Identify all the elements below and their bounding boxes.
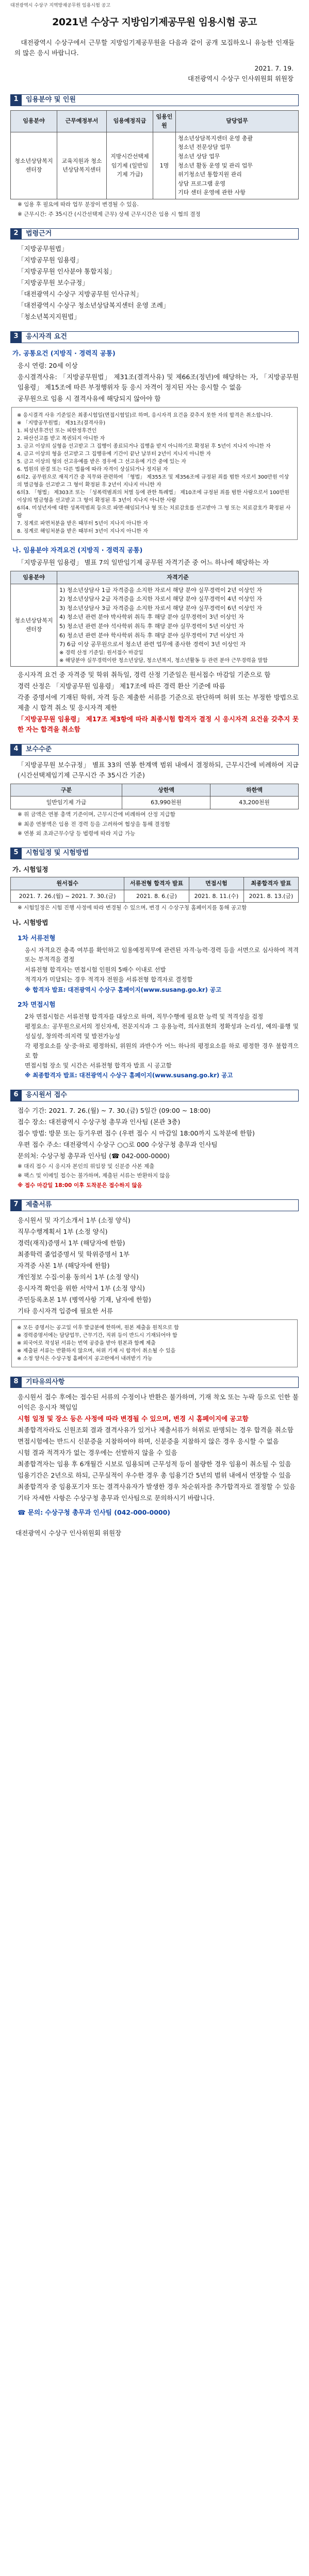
table-header: 근무예정부서 (57, 110, 107, 132)
duty-item: 청소년상담복지센터 운영 총괄 (178, 134, 253, 142)
table-header: 임용예정직급 (107, 110, 153, 132)
note-line: ※ 「지방공무원법」 제31조(결격사유) (17, 420, 106, 427)
table-row (11, 796, 299, 809)
document-title: 2021년 수상구 지방임기제공무원 임용시험 공고 (52, 16, 257, 28)
requirement-note: 각종 증명서에 기재된 학위, 자격 등은 제출한 서류를 기준으로 판단하며 허위 또는 부정한 방법으로 제출 시 합격 취소 및 응시자격 제한 (18, 693, 299, 711)
caution-item: 시험 결과 적격자가 없는 경우에는 선발하지 않을 수 있음 (18, 1449, 177, 1457)
document-item: 직무수행계획서 1부 (소정 양식) (18, 1227, 108, 1235)
document-item: 개인정보 수집·이용 동의서 1부 (소정 양식) (18, 1273, 139, 1281)
table-cell: 청소년상담복지센터장 (11, 584, 57, 666)
law-item: 「지방공무원 보수규정」 (18, 279, 89, 287)
section-title: 기타유의사항 (22, 1377, 299, 1388)
requirement-item: 응시 연령: 20세 이상 (18, 362, 78, 370)
note-text: ※ 위 금액은 연봉 총액 기준이며, 근무시간에 비례하여 산정 지급함 (18, 811, 175, 818)
schedule-table (10, 877, 299, 903)
document-item: 응시원서 및 자기소개서 1부 (소정 양식) (18, 1216, 131, 1224)
note-line: ※ 제출된 서류는 반환하지 않으며, 허위 기재 시 합격이 취소될 수 있음 (17, 1348, 176, 1354)
table-header-row (11, 110, 299, 132)
section-2-header (10, 228, 299, 240)
section-title: 응시자격 요건 (22, 331, 299, 343)
caution-item: 응시원서 접수 후에는 접수된 서류의 수정이나 반환은 불가하며, 기재 착오 또는 누락 등으로 인한 불이익은 응시자 책임임 (18, 1393, 299, 1412)
criteria-item: 6) 청소년 관련 분야 학사학위 취득 후 해당 분야 실무경력이 7년 이상인 자 (59, 632, 244, 639)
note-text: ※ 임용 후 필요에 따라 업무 분장이 변경될 수 있음. (18, 201, 139, 208)
table-header: 임용분야 (11, 571, 57, 584)
table-cell: 2021. 7. 26.(월) ~ 2021. 7. 30.(금) (11, 890, 124, 903)
section-number: 7 (10, 1199, 22, 1211)
law-item: 「지방공무원법」 (18, 245, 68, 253)
caution-item: 임용기간은 2년으로 하되, 근무실적이 우수한 경우 총 임용기간 5년의 범위 내에서 연장할 수 있음 (18, 1471, 291, 1480)
caution-item: 시험 일정 및 장소 등은 사정에 따라 변경될 수 있으며, 변경 시 홈페이지에 공고함 (18, 1415, 249, 1423)
subsection-title: 나. 시험방법 (12, 919, 48, 927)
law-item: 「대전광역시 수상구 청소년상담복지센터 운영 조례」 (18, 301, 170, 310)
document-item: 자격증 사본 1부 (해당자에 한함) (18, 1261, 110, 1269)
stage-item: 적격자가 미달되는 경우 적격자 전원을 서류전형 합격자로 결정함 (25, 976, 193, 984)
note-line: 1. 피성년후견인 또는 피한정후견인 (17, 428, 97, 434)
submission-item: 우편 접수 주소: 대전광역시 수상구 ○○로 000 수상구청 총무과 인사팀 (18, 1140, 218, 1148)
disqualification-box (11, 407, 298, 540)
note-line: 4. 금고 이상의 형을 선고받고 그 집행유예 기간이 끝난 날부터 2년이 지나지 아니한 자 (17, 451, 212, 457)
caution-item: 최종합격자 중 임용포기자 또는 결격사유자가 발생한 경우 차순위자를 추가합격자로 결정할 수 있음 (18, 1483, 296, 1491)
law-item: 「지방공무원 임용령」 (18, 256, 83, 264)
note-text: ※ 시험일정은 시험 진행 사정에 따라 변경될 수 있으며, 변경 시 수상구청 홈페이지를 통해 공고함 (18, 905, 247, 911)
subsection-title: 가. 공통요건 (지방직 · 경력직 공통) (12, 349, 116, 358)
section-4-header (10, 744, 299, 756)
section-title: 시험일정 및 시험방법 (22, 848, 299, 859)
table-cell: 2021. 8. 11.(수) (189, 890, 243, 903)
table-cell: 2021. 8. 13.(금) (243, 890, 298, 903)
document-item: 최종학력 졸업증명서 및 학위증명서 1부 (18, 1250, 130, 1258)
closing-org: 대전광역시 수상구 인사위원회 위원장 (15, 1529, 122, 1537)
requirement-item: 응시결격사유: 「지방공무원법」 제31조(결격사유) 및 제66조(정년)에 해당하는 자, 「지방공무원 임용령」 제15조에 따른 부정행위자 등 응시 자격이 정지된 자는 응시할 수 없음 (18, 373, 299, 392)
note-line: 3. 금고 이상의 실형을 선고받고 그 집행이 종료되거나 집행을 받지 아니하기로 확정된 후 5년이 지나지 아니한 자 (17, 444, 271, 450)
caution-item: 최종합격자라도 신원조회 결과 결격사유가 있거나 제출서류가 허위로 판명되는 경우 합격을 취소함 (18, 1426, 294, 1434)
intro-text: 대전광역시 수상구에서 근무할 지방임기제공무원을 다음과 같이 공개 모집하오니 유능한 인재들의 많은 응시 바랍니다. (14, 38, 295, 57)
section-title: 제출서류 (22, 1199, 299, 1211)
duty-item: 청소년 활동 운영 및 관리 업무 (178, 162, 253, 169)
section-7-header (10, 1199, 299, 1211)
table-cell: 지방시간선택제임기제 (일반임기제 가급) (107, 132, 153, 199)
table-header: 구분 (11, 784, 122, 796)
submission-item: 문의처: 수상구청 총무과 인사팀 (☎ 042-000-0000) (18, 1151, 170, 1160)
note-line: ※ 경력증명서에는 담당업무, 근무기간, 직위 등이 반드시 기재되어야 함 (17, 1332, 177, 1338)
section-title: 임용분야 및 인원 (22, 94, 299, 106)
note-line: 6의4. 미성년자에 대한 성폭력범죄 등으로 파면·해임되거나 형 또는 치료감호를 선고받아 그 형 또는 치료감호가 확정된 사람 (17, 505, 291, 519)
announce-org: 대전광역시 수상구 인사위원회 위원장 (187, 74, 294, 82)
subsection-title: 가. 시험일정 (12, 866, 48, 874)
duty-item: 상담 프로그램 운영 (178, 180, 226, 187)
table-cell: 1명 (153, 132, 176, 199)
table-header: 자격기준 (57, 571, 299, 584)
contact-line: ☎ 문의: 수상구청 총무과 인사팀 (042-000-0000) (18, 1509, 171, 1517)
section-number: 2 (10, 228, 22, 240)
section-1-header (10, 94, 299, 106)
section-number: 5 (10, 848, 22, 859)
table-header-row (11, 784, 299, 796)
announce-date: 2021. 7. 19. (254, 64, 294, 72)
section-3-header (10, 331, 299, 343)
note-line: 6. 법원의 판결 또는 다른 법률에 따라 자격이 상실되거나 정지된 자 (17, 467, 168, 473)
table-row (11, 890, 299, 903)
table-cell: 청소년상담복지센터장 (11, 132, 57, 199)
criteria-item: 2) 청소년상담사 2급 자격증을 소지한 자로서 해당 분야 실무경력이 4년 이상인 자 (59, 596, 263, 603)
section-number: 6 (10, 1090, 22, 1101)
note-text: ※ 접수 마감일 18:00 이후 도착분은 접수하지 않음 (18, 1182, 142, 1189)
stage-item: 서류전형 합격자는 면접시험 인원의 5배수 이내로 선발 (25, 965, 166, 973)
duty-item: 기타 센터 운영에 관한 사항 (178, 189, 246, 196)
criteria-note: ※ 경력 산정 기준일: 원서접수 마감일 (59, 650, 143, 656)
table-header: 하한액 (210, 784, 299, 796)
section-8-header (10, 1377, 299, 1388)
stage-note: ※ 최종합격자 발표: 대전광역시 수상구 홈페이지(www.susang.go.kr) 공고 (25, 1072, 233, 1079)
note-line: 7. 징계로 파면처분을 받은 때부터 5년이 지나지 아니한 자 (17, 521, 148, 527)
note-line: 6의3. 「형법」 제303조 또는 「성폭력범죄의 처벌 등에 관한 특례법」 제10조에 규정된 죄를 범한 사람으로서 100만원 이상의 벌금형을 선고받고 그 형이 확정된 후 3년이 지나지 아니한 사람 (17, 490, 290, 504)
note-line: ※ 모든 증명서는 공고일 이후 발급분에 한하며, 원본 제출을 원칙으로 함 (17, 1325, 179, 1331)
criteria-item: 4) 청소년 관련 분야 박사학위 취득 후 해당 분야 실무경력이 3년 이상인 자 (59, 614, 244, 621)
table-header: 임용분야 (11, 110, 57, 132)
note-text: ※ 최종 연봉액은 임용 전 경력 등을 고려하여 협상을 통해 결정함 (18, 821, 170, 827)
stage-item: 평정요소: 공무원으로서의 정신자세, 전문지식과 그 응용능력, 의사표현의 정확성과 논리성, 예의·품행 및 성실성, 창의력·의지력 및 발전가능성 (25, 1023, 299, 1040)
table-header: 담당업무 (176, 110, 299, 132)
document-notes-box (11, 1319, 298, 1367)
requirement-note: 경력 산정은 「지방공무원 임용령」 제17조에 따른 경력 환산 기준에 따름 (18, 682, 225, 690)
duty-item: 청소년 전문상담 업무 (178, 144, 231, 151)
subsection-title: 나. 임용분야 자격요건 (지방직 · 경력직 공통) (12, 546, 143, 554)
caution-item: 최종합격자는 임용 후 6개월간 시보로 임용되며 근무성적 등이 불량한 경우 임용이 취소될 수 있음 (18, 1460, 291, 1468)
table-header-row (11, 571, 299, 584)
note-line: ※ 응시결격 사유 기준일은 최종시험일(면접시험일)로 하며, 응시자격 요건을 갖추지 못한 자의 합격은 취소합니다. (17, 413, 273, 419)
table-header: 최종합격자 발표 (243, 877, 298, 890)
section-number: 8 (10, 1377, 22, 1388)
table-header-row (11, 877, 299, 890)
submission-item: 접수 방법: 방문 또는 등기우편 접수 (우편 접수 시 마감일 18:00까지 도착분에 한함) (18, 1129, 255, 1137)
criteria-cell (57, 584, 299, 666)
law-item: 「대전광역시 수상구 지방공무원 인사규칙」 (18, 290, 143, 298)
submission-item: 접수 기간: 2021. 7. 26.(월) ~ 7. 30.(금) 5일간 (09:00 ~ 18:00) (18, 1106, 211, 1114)
table-header: 상한액 (122, 784, 210, 796)
note-text: ※ 근무시간: 주 35시간 (시간선택제 근무) 상세 근무시간은 임용 시 협의 결정 (18, 211, 201, 217)
criteria-item: 7) 6급 이상 공무원으로서 청소년 관련 업무에 종사한 경력이 3년 이상인 자 (59, 641, 246, 648)
section-5-header (10, 848, 299, 859)
table-cell: 43,200천원 (210, 796, 299, 809)
note-line: ※ 외국어로 작성된 서류는 번역 공증을 받아 원본과 함께 제출 (17, 1340, 156, 1346)
section-number: 1 (10, 94, 22, 106)
stage-item: 응시 자격요건 충족 여부를 확인하고 임용예정직무에 관련된 자격·능력·경력 등을 서면으로 심사하여 적격 또는 부적격을 결정 (25, 946, 299, 963)
stage-title: 2차 면접시험 (18, 1000, 56, 1008)
salary-intro: 「지방공무원 보수규정」 별표 33의 연봉 한계액 범위 내에서 결정하되, 근무시간에 비례하여 지급 (시간선택제임기제 근무시간 주 35시간 기준) (18, 760, 299, 779)
document-item: 응시자격 확인을 위한 서약서 1부 (소정 양식) (18, 1284, 145, 1292)
note-line: 2. 파산선고를 받고 복권되지 아니한 자 (17, 436, 105, 442)
section-title: 법령근거 (22, 228, 299, 240)
requirement-note: 「지방공무원 임용령」 제17조 제3항에 따라 최종시험 합격자 결정 시 응시자격 요건을 갖추지 못한 자는 합격을 취소함 (18, 715, 299, 733)
stage-item: 각 평정요소를 상·중·하로 평정하되, 위원의 과반수가 어느 하나의 평정요소를 하로 평정한 경우 불합격으로 함 (25, 1042, 299, 1059)
section-title: 응시원서 접수 (22, 1090, 299, 1101)
duties-cell (176, 132, 299, 199)
section-6-header (10, 1090, 299, 1101)
salary-table (10, 784, 299, 809)
section-number: 4 (10, 744, 22, 756)
section-number: 3 (10, 331, 22, 343)
recruit-table (10, 110, 299, 199)
criteria-note: ※ 해당분야 실무경력이란 청소년상담, 청소년복지, 청소년활동 등 관련 분야 근무경력을 말함 (59, 657, 268, 664)
qualification-table (10, 571, 299, 667)
table-cell: 교육지원과 청소년상담복지센터 (57, 132, 107, 199)
note-text: ※ 대리 접수 시 응시자 본인의 위임장 및 신분증 사본 제출 (18, 1163, 155, 1170)
stage-item: 2차 면접시험은 서류전형 합격자를 대상으로 하며, 직무수행에 필요한 능력 및 적격성을 검정 (25, 1012, 264, 1020)
table-header: 서류전형 합격자 발표 (124, 877, 189, 890)
law-item: 「청소년복지지원법」 (18, 313, 80, 321)
document-item: 경력(재직)증명서 1부 (해당자에 한함) (18, 1239, 125, 1247)
table-header: 원서접수 (11, 877, 124, 890)
requirement-intro: 「지방공무원 임용령」 별표 7의 일반임기제 공무원 자격기준 중 어느 하나에 해당하는 자 (18, 558, 269, 567)
table-row (11, 132, 299, 199)
stage-item: 면접시험 장소 및 시간은 서류전형 합격자 발표 시 공고함 (25, 1061, 172, 1069)
caution-item: 기타 자세한 사항은 수상구청 총무과 인사팀으로 문의하시기 바랍니다. (18, 1494, 215, 1502)
top-note: 대전광역시 수상구 지역방재공무원 임용시험 공고 (10, 3, 111, 8)
table-row (11, 584, 299, 666)
document-item: 기타 응시자격 입증에 필요한 서류 (18, 1307, 113, 1315)
stage-note: ※ 합격자 발표: 대전광역시 수상구 홈페이지(www.susang.go.kr) 공고 (25, 986, 222, 993)
requirement-item: 공무원으로 임용 시 결격사유에 해당되지 않아야 함 (18, 395, 161, 403)
criteria-item: 5) 청소년 관련 분야 석사학위 취득 후 해당 분야 실무경력이 5년 이상인 자 (59, 623, 244, 630)
note-line: 5. 금고 이상의 형의 선고유예를 받은 경우에 그 선고유예 기간 중에 있는 자 (17, 459, 186, 465)
table-cell: 2021. 8. 6.(금) (124, 890, 189, 903)
section-title: 보수수준 (22, 744, 299, 756)
duty-item: 청소년 상담 업무 (178, 152, 220, 160)
criteria-item: 1) 청소년상담사 1급 자격증을 소지한 자로서 해당 분야 실무경력이 2년 이상인 자 (59, 586, 263, 594)
note-line: ※ 소정 양식은 수상구청 홈페이지 공고란에서 내려받기 가능 (17, 1355, 153, 1362)
stage-title: 1차 서류전형 (18, 934, 56, 942)
table-header: 면접시험 (189, 877, 243, 890)
duty-item: 위기청소년 통합지원 관리 (178, 171, 242, 178)
note-line: 6의2. 공무원으로 재직기간 중 직무와 관련하여 「형법」 제355조 및 제356조에 규정된 죄를 범한 자로서 300만원 이상의 벌금형을 선고받고 그 형이 확정된 후 2년이 지나지 아니한 자 (17, 474, 289, 488)
table-header: 임용인원 (153, 110, 176, 132)
note-text: ※ 팩스 및 이메일 접수는 불가하며, 제출된 서류는 반환하지 않음 (18, 1173, 170, 1179)
submission-item: 접수 장소: 대전광역시 수상구청 총무과 인사팀 (본관 3층) (18, 1117, 181, 1126)
criteria-item: 3) 청소년상담사 3급 자격증을 소지한 자로서 해당 분야 실무경력이 6년 이상인 자 (59, 604, 263, 612)
note-line: 8. 징계로 해임처분을 받은 때부터 3년이 지나지 아니한 자 (17, 529, 148, 535)
table-cell: 일반임기제 가급 (11, 796, 122, 809)
requirement-note: 응시자격 요건 중 자격증 및 학위 취득일, 경력 산정 기준일은 원서접수 마감일 기준으로 함 (18, 670, 271, 679)
table-cell: 63,990천원 (122, 796, 210, 809)
law-item: 「지방공무원 인사분야 통합지침」 (18, 267, 116, 276)
caution-item: 면접시험에는 반드시 신분증을 지참하여야 하며, 신분증을 지참하지 않은 경우 응시할 수 없음 (18, 1437, 279, 1446)
document-item: 주민등록초본 1부 (병역사항 기재, 남자에 한함) (18, 1295, 151, 1303)
note-text: ※ 연봉 외 초과근무수당 등 법령에 따라 지급 가능 (18, 831, 136, 837)
